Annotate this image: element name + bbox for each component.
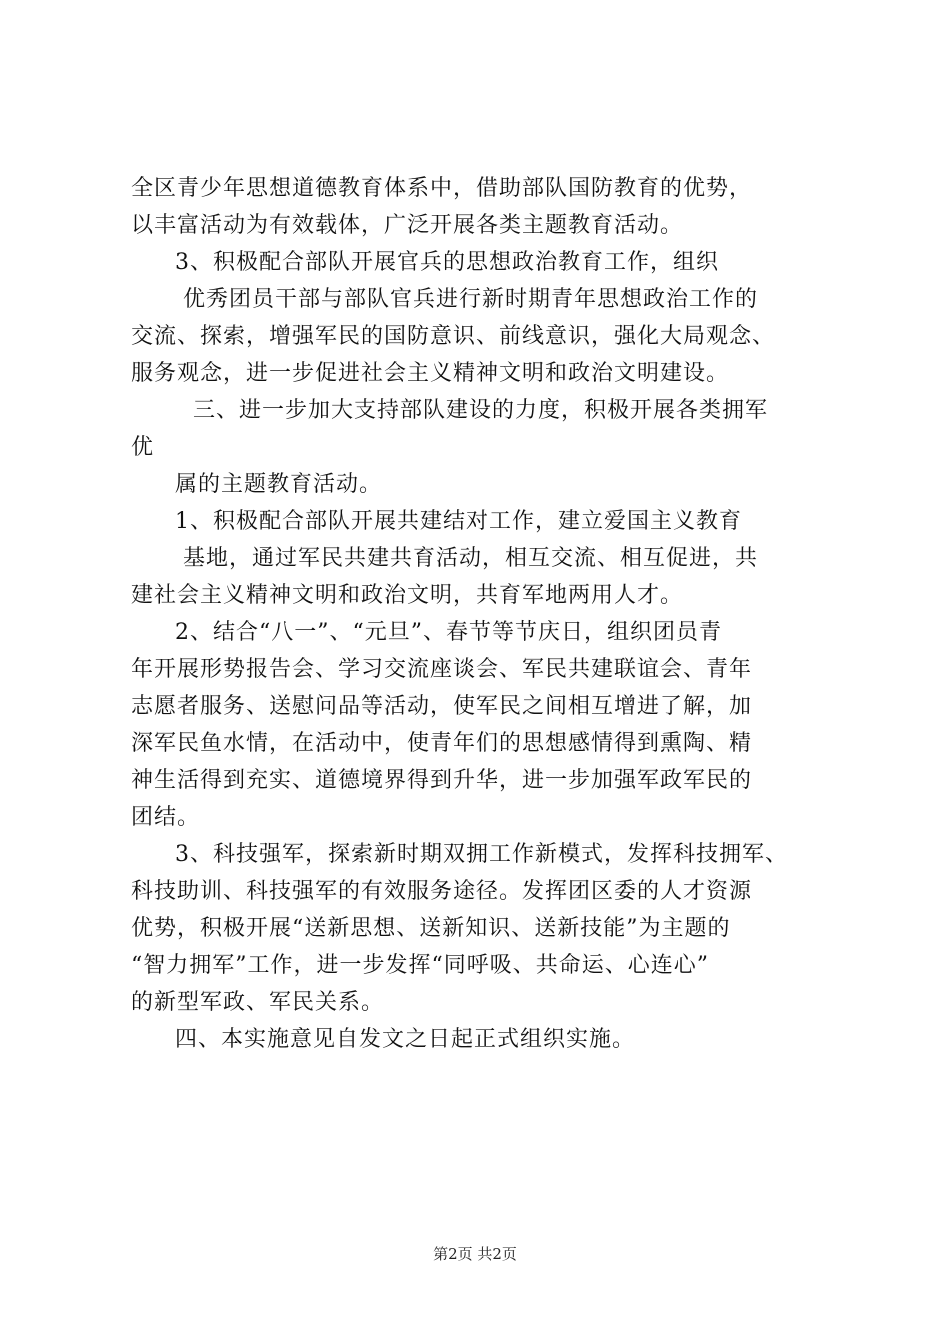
- text-line: 交流、探索，增强军民的国防意识、前线意识，强化大局观念、: [131, 324, 776, 349]
- text-line: 深军民鱼水情，在活动中，使青年们的思想感情得到熏陶、精: [131, 731, 753, 756]
- text-line: 三、进一步加大支持部队建设的力度，积极开展各类拥军: [193, 398, 769, 423]
- text-line: 建社会主义精神文明和政治文明，共育军地两用人才。: [131, 583, 684, 608]
- text-line: 1、积极配合部队开展共建结对工作，建立爱国主义教育: [175, 509, 742, 534]
- text-line: 属的主题教育活动。: [175, 472, 383, 497]
- text-line: 的新型军政、军民关系。: [131, 990, 385, 1015]
- text-line: 服务观念，进一步促进社会主义精神文明和政治文明建设。: [131, 361, 730, 386]
- page-footer: 第2页 共2页: [433, 1245, 517, 1263]
- text-line: 神生活得到充实、道德境界得到升华，进一步加强军政军民的: [131, 768, 753, 793]
- text-line: 全区青少年思想道德教育体系中，借助部队国防教育的优势，: [131, 176, 753, 201]
- text-line: 3、科技强军，探索新时期双拥工作新模式，发挥科技拥军、: [175, 842, 788, 867]
- text-line: 优势，积极开展“送新思想、送新知识、送新技能”为主题的: [131, 916, 731, 941]
- text-line: 志愿者服务、送慰问品等活动，使军民之间相互增进了解，加: [131, 694, 753, 719]
- text-line: 科技助训、科技强军的有效服务途径。发挥团区委的人才资源: [131, 879, 753, 904]
- document-body: [131, 170, 831, 1058]
- text-line: 基地，通过军民共建共育活动，相互交流、相互促进，共: [183, 546, 759, 571]
- text-line: 2、结合“八一”、“元旦”、春节等节庆日，组织团员青: [175, 620, 722, 645]
- text-line: 四、本实施意见自发文之日起正式组织实施。: [175, 1027, 636, 1052]
- text-line: “智力拥军”工作，进一步发挥“同呼吸、共命运、心连心”: [131, 953, 709, 978]
- text-line: 以丰富活动为有效载体，广泛开展各类主题教育活动。: [131, 213, 684, 238]
- text-line: 年开展形势报告会、学习交流座谈会、军民共建联谊会、青年: [131, 657, 753, 682]
- text-line: 优: [131, 435, 155, 460]
- text-line: 优秀团员干部与部队官兵进行新时期青年思想政治工作的: [183, 287, 759, 312]
- text-line: 团结。: [131, 805, 201, 830]
- text-line: 3、积极配合部队开展官兵的思想政治教育工作，组织: [175, 250, 719, 275]
